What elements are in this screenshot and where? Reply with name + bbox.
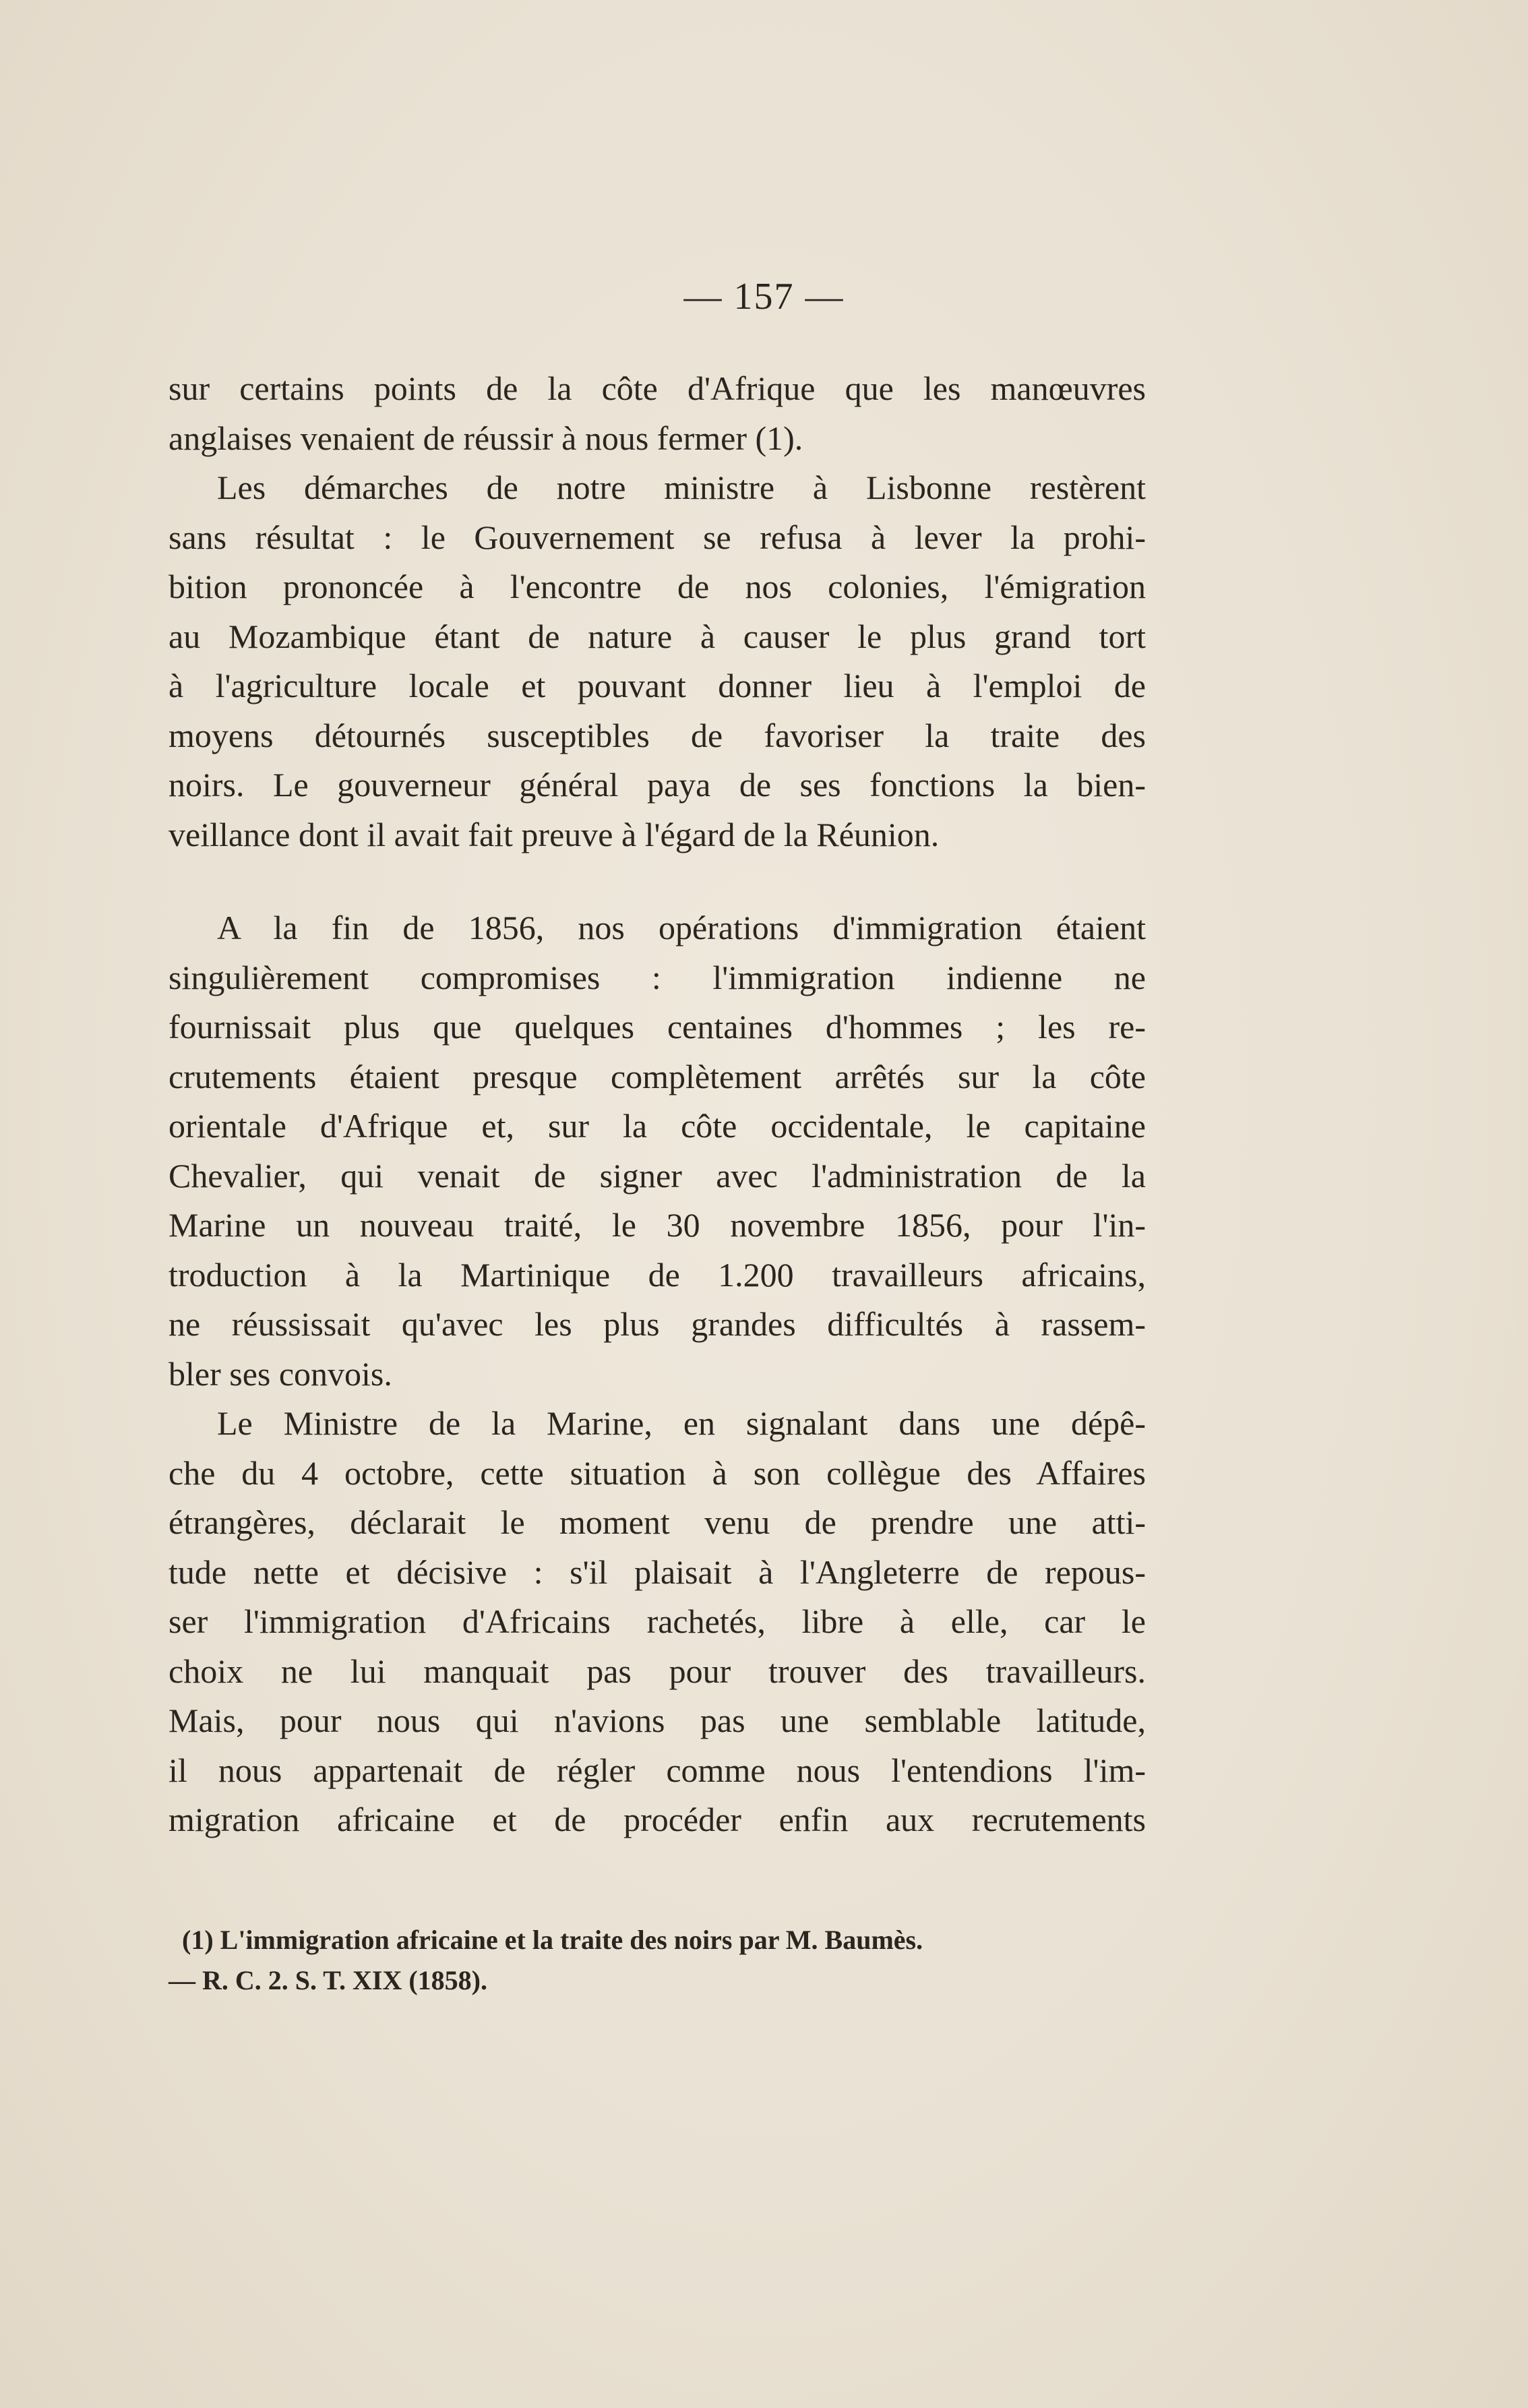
text-line: à l'agriculture locale et pouvant donner lieu à l'emploi de xyxy=(169,667,1146,704)
text-line: tude nette et décisive : s'il plaisait à l'Angleterre de repous- xyxy=(169,1553,1146,1591)
page-number: — 157 — xyxy=(683,276,845,318)
text-line: au Mozambique étant de nature à causer le plus grand tort xyxy=(169,617,1146,655)
text-line: anglaises venaient de réussir à nous fermer (1). xyxy=(169,419,803,457)
text-line: Les démarches de notre ministre à Lisbonne restèrent xyxy=(217,469,1146,506)
text-line: choix ne lui manquait pas pour trouver des travailleurs. xyxy=(169,1652,1146,1690)
text-line: moyens détournés susceptibles de favoriser la traite des xyxy=(169,716,1146,754)
footnote-line: — R. C. 2. S. T. XIX (1858). xyxy=(169,1965,487,1995)
text-line: Mais, pour nous qui n'avions pas une semblable latitude, xyxy=(169,1702,1146,1739)
text-line: troduction à la Martinique de 1.200 travailleurs africains, xyxy=(169,1255,1146,1294)
text-line: sur certains points de la côte d'Afrique que les manœuvres xyxy=(169,369,1146,407)
paragraph-1 xyxy=(169,364,1146,463)
text-line: Marine un nouveau traité, le 30 novembre 1856, pour l'in- xyxy=(169,1206,1146,1244)
text-line: ser l'immigration d'Africains rachetés, libre à elle, car le xyxy=(169,1602,1146,1640)
text-line: noirs. Le gouverneur général paya de ses fonctions la bien- xyxy=(169,766,1146,804)
paragraph-2 xyxy=(169,463,1146,860)
text-line: A la fin de 1856, nos opérations d'immigration étaient xyxy=(217,909,1146,946)
text-line: bition prononcée à l'encontre de nos colonies, l'émigration xyxy=(169,568,1146,605)
footnote-line: (1) L'immigration africaine et la traite des noirs par M. Baumès. xyxy=(182,1925,923,1955)
text-line: il nous appartenait de régler comme nous l'entendions l'im- xyxy=(169,1751,1146,1789)
text-line: veillance dont il avait fait preuve à l'égard de la Réunion. xyxy=(169,815,940,853)
text-line: Chevalier, qui venait de signer avec l'administration de la xyxy=(169,1156,1146,1195)
text-line: singulièrement compromises : l'immigration indienne ne xyxy=(169,958,1146,996)
text-line: crutements étaient presque complètement arrêtés sur la côte xyxy=(169,1057,1146,1095)
text-line: ne réussissait qu'avec les plus grandes difficultés à rassem- xyxy=(169,1305,1146,1343)
text-line: fournissait plus que quelques centaines d'hommes ; les re- xyxy=(169,1008,1146,1046)
text-line: migration africaine et de procéder enfin aux recrutements xyxy=(169,1801,1146,1838)
text-line: bler ses convois. xyxy=(169,1354,392,1393)
text-line: Le Ministre de la Marine, en signalant dans une dépê- xyxy=(217,1404,1146,1442)
text-line: étrangères, déclarait le moment venu de prendre une atti- xyxy=(169,1503,1146,1541)
paragraph-3 xyxy=(169,903,1146,1399)
text-line: sans résultat : le Gouvernement se refusa à lever la prohi- xyxy=(169,518,1146,556)
text-line: orientale d'Afrique et, sur la côte occidentale, le capitaine xyxy=(169,1107,1146,1145)
footnote xyxy=(169,1920,1146,2001)
paragraph-4 xyxy=(169,1399,1146,1845)
text-line: che du 4 octobre, cette situation à son collègue des Affaires xyxy=(169,1453,1146,1492)
